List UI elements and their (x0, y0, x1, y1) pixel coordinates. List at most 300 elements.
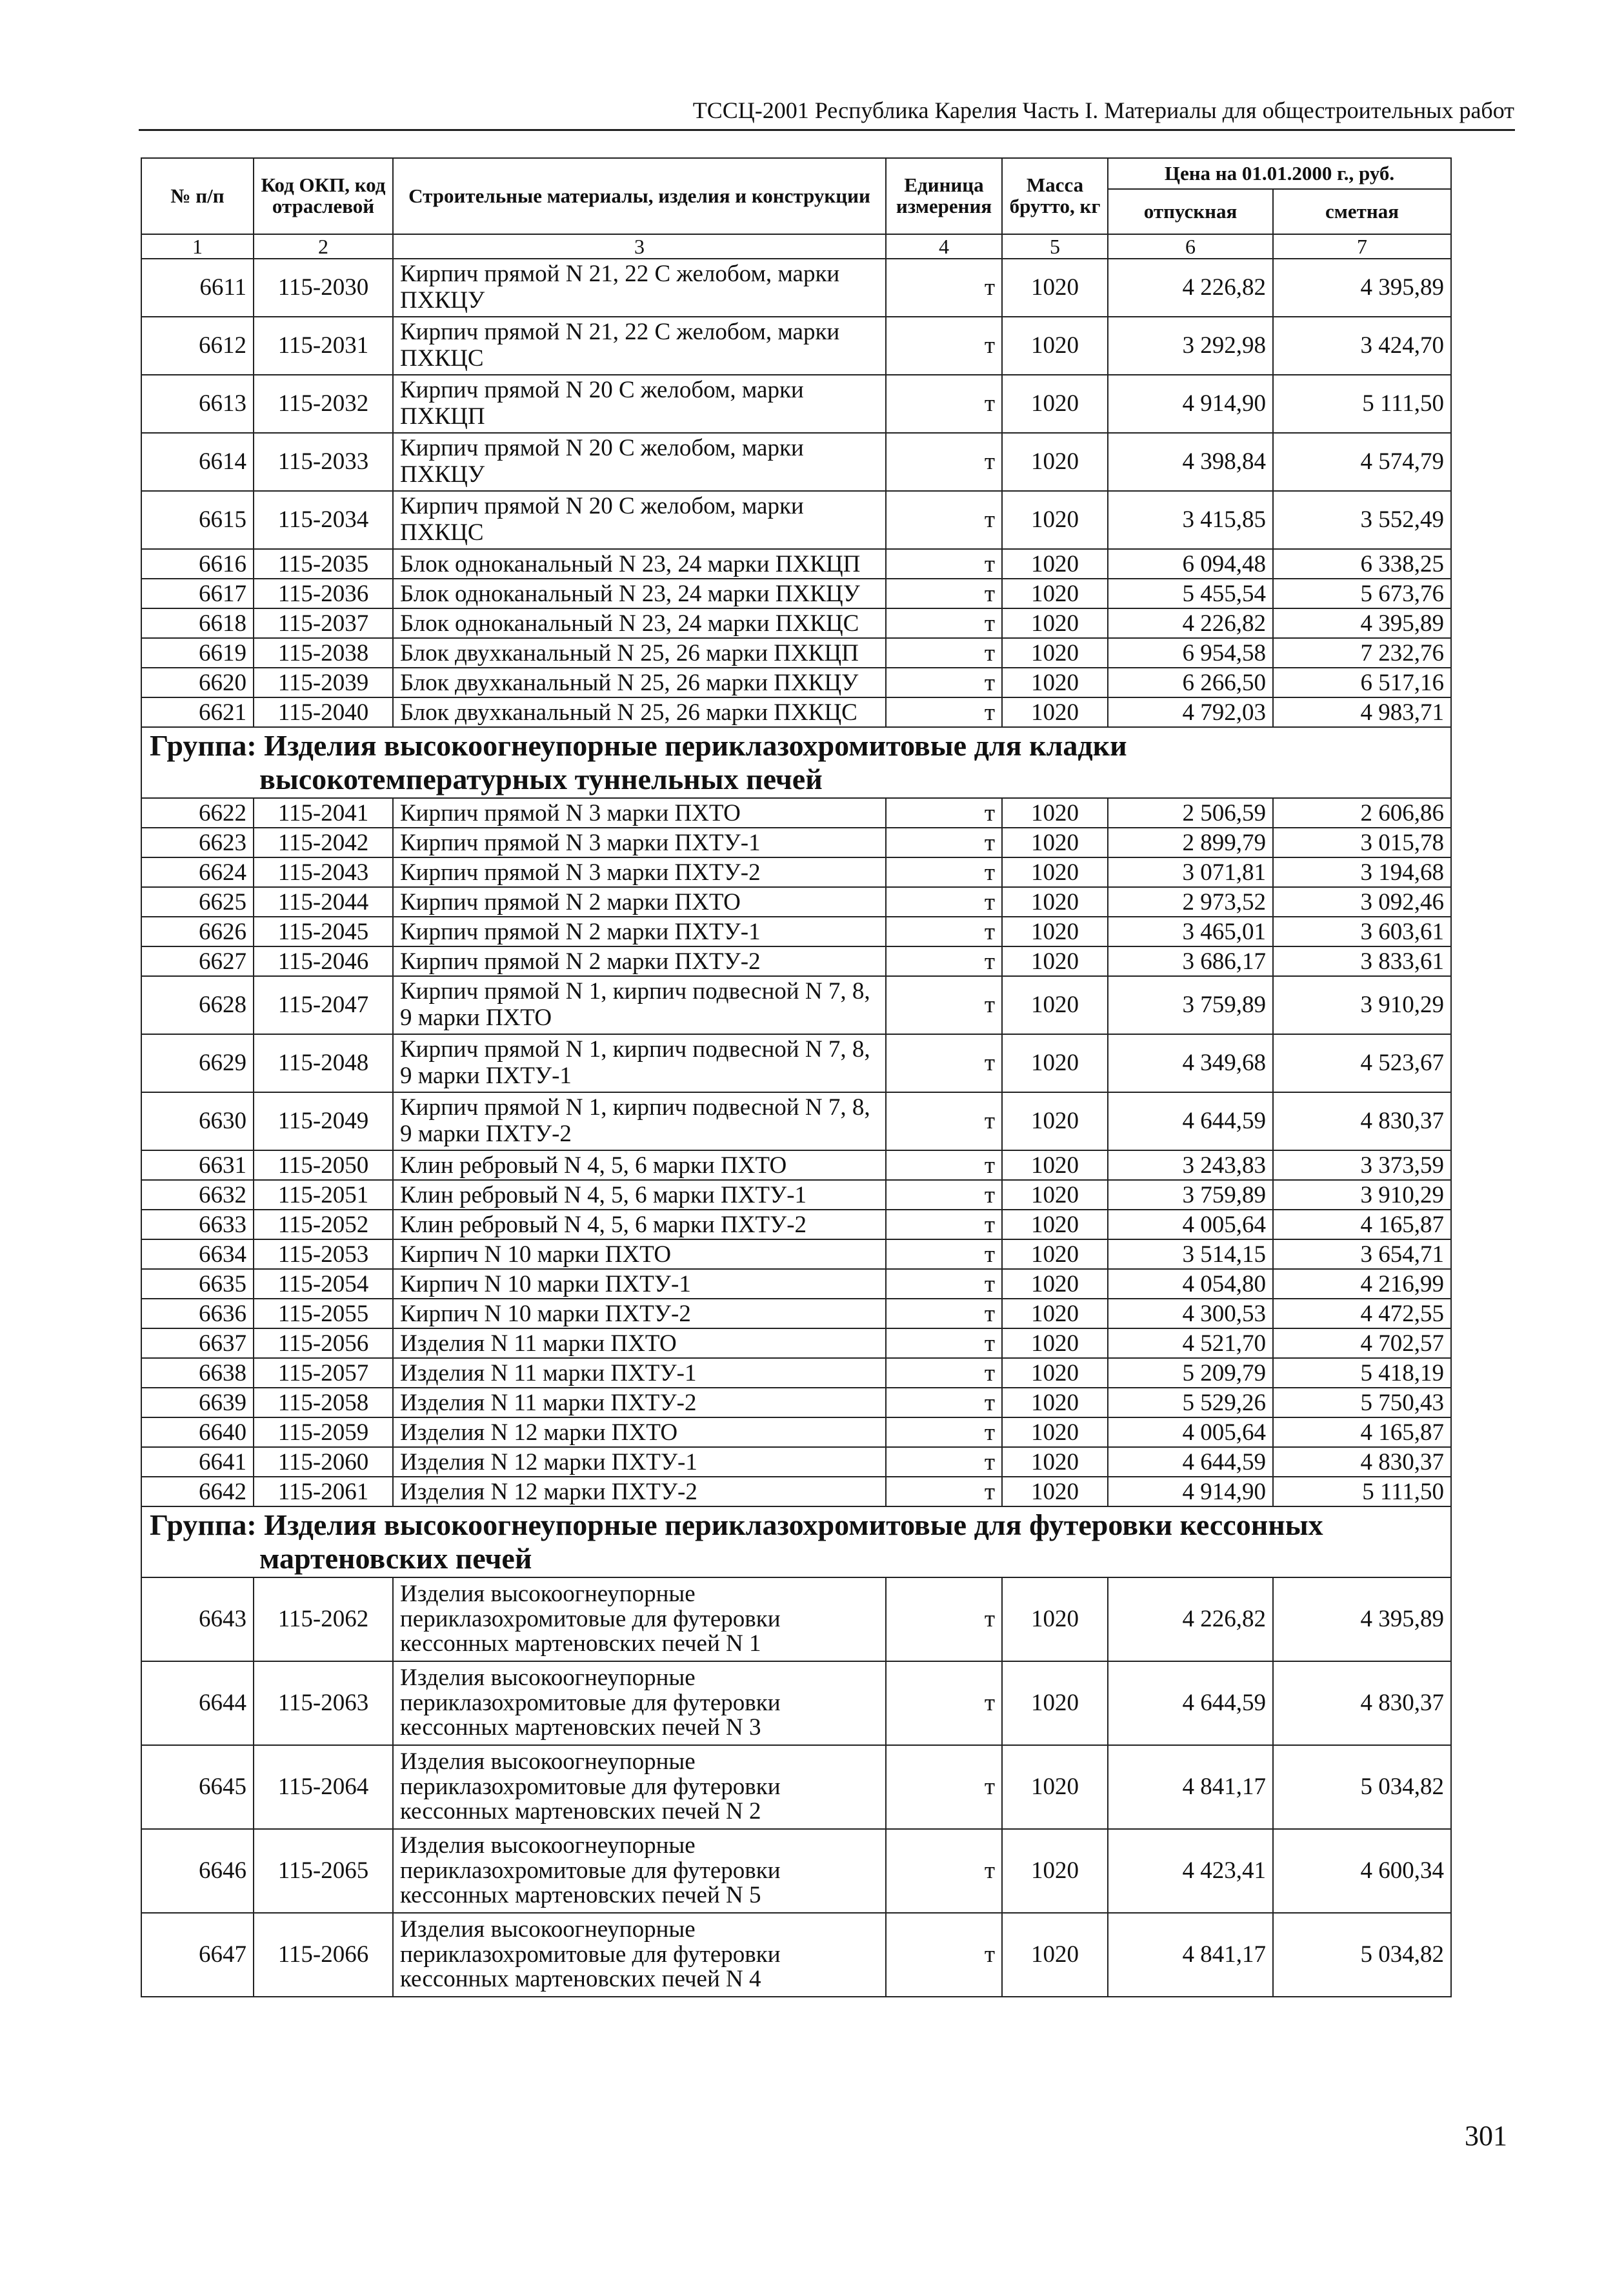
unit: т (886, 976, 1002, 1034)
okp-code: 115-2041 (254, 798, 393, 828)
unit: т (886, 1180, 1002, 1210)
price-estimate: 4 395,89 (1273, 608, 1451, 638)
material-name: Изделия N 12 марки ПХТУ-1 (393, 1447, 886, 1477)
row-number: 6612 (141, 317, 254, 375)
price-estimate: 4 830,37 (1273, 1092, 1451, 1150)
table-row (141, 1447, 1451, 1477)
material-name: Кирпич прямой N 2 марки ПХТУ-2 (393, 946, 886, 976)
mass: 1020 (1002, 1577, 1108, 1661)
material-name: Изделия высокоогнеупорные периклазохромитовые для футеровки кессонных мартеновских печей N 4 (393, 1913, 886, 1997)
unit: т (886, 1661, 1002, 1745)
group-heading-c (141, 1506, 1451, 1577)
row-number: 6644 (141, 1661, 254, 1745)
material-name: Изделия N 11 марки ПХТУ-2 (393, 1388, 886, 1417)
material-name: Блок двухканальный N 25, 26 марки ПХКЦП (393, 638, 886, 668)
mass: 1020 (1002, 1239, 1108, 1269)
row-number: 6627 (141, 946, 254, 976)
material-name: Изделия N 11 марки ПХТО (393, 1328, 886, 1358)
mass: 1020 (1002, 638, 1108, 668)
okp-code: 115-2049 (254, 1092, 393, 1150)
header-price-estimate: сметная (1273, 189, 1451, 234)
price-release: 4 644,59 (1108, 1447, 1273, 1477)
okp-code: 115-2059 (254, 1417, 393, 1447)
mass: 1020 (1002, 887, 1108, 917)
row-number: 6634 (141, 1239, 254, 1269)
column-number: 2 (254, 234, 393, 259)
price-estimate: 4 472,55 (1273, 1299, 1451, 1328)
material-name: Кирпич N 10 марки ПХТУ-2 (393, 1299, 886, 1328)
okp-code: 115-2043 (254, 857, 393, 887)
price-release: 6 266,50 (1108, 668, 1273, 697)
unit: т (886, 1269, 1002, 1299)
mass: 1020 (1002, 798, 1108, 828)
price-table (141, 157, 1452, 1997)
price-estimate: 3 552,49 (1273, 491, 1451, 549)
table-row (141, 917, 1451, 946)
unit: т (886, 1239, 1002, 1269)
okp-code: 115-2034 (254, 491, 393, 549)
okp-code: 115-2047 (254, 976, 393, 1034)
price-release: 4 792,03 (1108, 697, 1273, 727)
okp-code: 115-2055 (254, 1299, 393, 1328)
material-name: Кирпич прямой N 20 С желобом, марки ПХКЦС (393, 491, 886, 549)
table-row (141, 1745, 1451, 1829)
price-release: 4 644,59 (1108, 1092, 1273, 1150)
column-number: 3 (393, 234, 886, 259)
table-row (141, 608, 1451, 638)
price-estimate: 3 910,29 (1273, 1180, 1451, 1210)
material-name: Кирпич N 10 марки ПХТУ-1 (393, 1269, 886, 1299)
row-number: 6617 (141, 579, 254, 608)
unit: т (886, 1092, 1002, 1150)
okp-code: 115-2033 (254, 433, 393, 491)
mass: 1020 (1002, 828, 1108, 857)
table-row (141, 1829, 1451, 1913)
price-release: 2 506,59 (1108, 798, 1273, 828)
price-release: 3 686,17 (1108, 946, 1273, 976)
mass: 1020 (1002, 1913, 1108, 1997)
price-estimate: 3 424,70 (1273, 317, 1451, 375)
price-estimate: 6 338,25 (1273, 549, 1451, 579)
header-mass: Масса брутто, кг (1002, 158, 1108, 234)
mass: 1020 (1002, 608, 1108, 638)
mass: 1020 (1002, 976, 1108, 1034)
price-estimate: 5 418,19 (1273, 1358, 1451, 1388)
material-name: Кирпич прямой N 20 С желобом, марки ПХКЦУ (393, 433, 886, 491)
okp-code: 115-2038 (254, 638, 393, 668)
price-estimate: 5 034,82 (1273, 1913, 1451, 1997)
row-number: 6618 (141, 608, 254, 638)
price-release: 4 914,90 (1108, 1477, 1273, 1506)
price-estimate: 4 523,67 (1273, 1034, 1451, 1092)
mass: 1020 (1002, 1745, 1108, 1829)
mass: 1020 (1002, 549, 1108, 579)
material-name: Изделия N 12 марки ПХТУ-2 (393, 1477, 886, 1506)
price-estimate: 3 015,78 (1273, 828, 1451, 857)
unit: т (886, 1477, 1002, 1506)
material-name: Изделия высокоогнеупорные периклазохромитовые для футеровки кессонных мартеновских печей N 5 (393, 1829, 886, 1913)
material-name: Кирпич прямой N 1, кирпич подвесной N 7, 8, 9 марки ПХТУ-2 (393, 1092, 886, 1150)
unit: т (886, 433, 1002, 491)
table-row (141, 668, 1451, 697)
price-estimate: 3 603,61 (1273, 917, 1451, 946)
price-release: 3 759,89 (1108, 976, 1273, 1034)
material-name: Клин ребровый N 4, 5, 6 марки ПХТУ-1 (393, 1180, 886, 1210)
mass: 1020 (1002, 946, 1108, 976)
column-number: 1 (141, 234, 254, 259)
mass: 1020 (1002, 491, 1108, 549)
price-release: 5 209,79 (1108, 1358, 1273, 1388)
unit: т (886, 638, 1002, 668)
table-row (141, 1269, 1451, 1299)
table-row (141, 1388, 1451, 1417)
price-release: 6 954,58 (1108, 638, 1273, 668)
material-name: Кирпич прямой N 1, кирпич подвесной N 7, 8, 9 марки ПХТО (393, 976, 886, 1034)
unit: т (886, 1913, 1002, 1997)
price-estimate: 4 983,71 (1273, 697, 1451, 727)
price-estimate: 4 830,37 (1273, 1447, 1451, 1477)
table-row (141, 375, 1451, 433)
column-number-row (141, 234, 1451, 259)
mass: 1020 (1002, 1388, 1108, 1417)
material-name: Кирпич прямой N 3 марки ПХТУ-2 (393, 857, 886, 887)
unit: т (886, 608, 1002, 638)
price-release: 3 071,81 (1108, 857, 1273, 887)
table-row (141, 1180, 1451, 1210)
unit: т (886, 491, 1002, 549)
price-estimate: 6 517,16 (1273, 668, 1451, 697)
price-release: 3 759,89 (1108, 1180, 1273, 1210)
row-number: 6616 (141, 549, 254, 579)
table-row (141, 1358, 1451, 1388)
table-row (141, 946, 1451, 976)
price-estimate: 4 830,37 (1273, 1661, 1451, 1745)
okp-code: 115-2031 (254, 317, 393, 375)
price-release: 5 529,26 (1108, 1388, 1273, 1417)
material-name: Кирпич прямой N 21, 22 С желобом, марки ПХКЦС (393, 317, 886, 375)
row-number: 6632 (141, 1180, 254, 1210)
price-release: 4 005,64 (1108, 1417, 1273, 1447)
group-title (141, 727, 1451, 798)
price-release: 6 094,48 (1108, 549, 1273, 579)
group-title-line1: Группа: Изделия высокоогнеупорные периклазохромитовые для кладки (150, 729, 1127, 763)
group-heading-b (141, 727, 1451, 798)
mass: 1020 (1002, 1150, 1108, 1180)
price-release: 4 841,17 (1108, 1913, 1273, 1997)
header-price-group: Цена на 01.01.2000 г., руб. (1108, 158, 1451, 189)
price-estimate: 5 673,76 (1273, 579, 1451, 608)
price-release: 4 841,17 (1108, 1745, 1273, 1829)
row-number: 6613 (141, 375, 254, 433)
unit: т (886, 317, 1002, 375)
price-estimate: 5 034,82 (1273, 1745, 1451, 1829)
table-row (141, 259, 1451, 317)
table-row (141, 697, 1451, 727)
table-section-b (141, 798, 1451, 1506)
table-row (141, 1913, 1451, 1997)
price-estimate: 2 606,86 (1273, 798, 1451, 828)
table-row (141, 549, 1451, 579)
table-row (141, 857, 1451, 887)
row-number: 6624 (141, 857, 254, 887)
unit: т (886, 549, 1002, 579)
material-name: Кирпич прямой N 2 марки ПХТО (393, 887, 886, 917)
okp-code: 115-2065 (254, 1829, 393, 1913)
header-okp-code: Код ОКП, код отраслевой (254, 158, 393, 234)
row-number: 6622 (141, 798, 254, 828)
unit: т (886, 259, 1002, 317)
unit: т (886, 697, 1002, 727)
price-estimate: 4 395,89 (1273, 259, 1451, 317)
mass: 1020 (1002, 1299, 1108, 1328)
price-estimate: 4 574,79 (1273, 433, 1451, 491)
unit: т (886, 857, 1002, 887)
row-number: 6638 (141, 1358, 254, 1388)
price-estimate: 3 194,68 (1273, 857, 1451, 887)
row-number: 6637 (141, 1328, 254, 1358)
row-number: 6636 (141, 1299, 254, 1328)
mass: 1020 (1002, 1210, 1108, 1239)
unit: т (886, 1745, 1002, 1829)
price-release: 3 465,01 (1108, 917, 1273, 946)
material-name: Кирпич прямой N 3 марки ПХТУ-1 (393, 828, 886, 857)
price-estimate: 3 092,46 (1273, 887, 1451, 917)
row-number: 6646 (141, 1829, 254, 1913)
okp-code: 115-2062 (254, 1577, 393, 1661)
row-number: 6639 (141, 1388, 254, 1417)
mass: 1020 (1002, 1477, 1108, 1506)
unit: т (886, 1417, 1002, 1447)
price-estimate: 5 111,50 (1273, 1477, 1451, 1506)
row-number: 6625 (141, 887, 254, 917)
price-release: 3 292,98 (1108, 317, 1273, 375)
price-estimate: 3 373,59 (1273, 1150, 1451, 1180)
price-estimate: 4 165,87 (1273, 1210, 1451, 1239)
page-number: 301 (1465, 2120, 1507, 2152)
row-number: 6640 (141, 1417, 254, 1447)
price-estimate: 5 111,50 (1273, 375, 1451, 433)
unit: т (886, 375, 1002, 433)
row-number: 6626 (141, 917, 254, 946)
material-name: Кирпич прямой N 3 марки ПХТО (393, 798, 886, 828)
header-unit: Единица измерения (886, 158, 1002, 234)
row-number: 6611 (141, 259, 254, 317)
okp-code: 115-2044 (254, 887, 393, 917)
unit: т (886, 1829, 1002, 1913)
okp-code: 115-2053 (254, 1239, 393, 1269)
header-num: № п/п (141, 158, 254, 234)
row-number: 6647 (141, 1913, 254, 1997)
price-release: 4 300,53 (1108, 1299, 1273, 1328)
mass: 1020 (1002, 433, 1108, 491)
row-number: 6633 (141, 1210, 254, 1239)
material-name: Блок двухканальный N 25, 26 марки ПХКЦС (393, 697, 886, 727)
material-name: Кирпич прямой N 20 С желобом, марки ПХКЦП (393, 375, 886, 433)
mass: 1020 (1002, 1034, 1108, 1092)
material-name: Изделия высокоогнеупорные периклазохромитовые для футеровки кессонных мартеновских печей N 3 (393, 1661, 886, 1745)
row-number: 6620 (141, 668, 254, 697)
okp-code: 115-2057 (254, 1358, 393, 1388)
price-release: 4 398,84 (1108, 433, 1273, 491)
okp-code: 115-2061 (254, 1477, 393, 1506)
unit: т (886, 1150, 1002, 1180)
material-name: Изделия высокоогнеупорные периклазохромитовые для футеровки кессонных мартеновских печей N 2 (393, 1745, 886, 1829)
material-name: Блок одноканальный N 23, 24 марки ПХКЦС (393, 608, 886, 638)
material-name: Изделия N 12 марки ПХТО (393, 1417, 886, 1447)
price-release: 3 243,83 (1108, 1150, 1273, 1180)
table-row (141, 1661, 1451, 1745)
price-estimate: 4 216,99 (1273, 1269, 1451, 1299)
row-number: 6642 (141, 1477, 254, 1506)
table-section-a (141, 234, 1451, 727)
material-name: Кирпич прямой N 21, 22 С желобом, марки ПХКЦУ (393, 259, 886, 317)
material-name: Клин ребровый N 4, 5, 6 марки ПХТУ-2 (393, 1210, 886, 1239)
material-name: Блок двухканальный N 25, 26 марки ПХКЦУ (393, 668, 886, 697)
table-row (141, 798, 1451, 828)
okp-code: 115-2046 (254, 946, 393, 976)
unit: т (886, 1388, 1002, 1417)
table-row (141, 1577, 1451, 1661)
row-number: 6631 (141, 1150, 254, 1180)
okp-code: 115-2054 (254, 1269, 393, 1299)
okp-code: 115-2039 (254, 668, 393, 697)
unit: т (886, 1328, 1002, 1358)
table-row (141, 317, 1451, 375)
table-section-c (141, 1577, 1451, 1997)
column-number: 5 (1002, 234, 1108, 259)
mass: 1020 (1002, 917, 1108, 946)
okp-code: 115-2050 (254, 1150, 393, 1180)
mass: 1020 (1002, 317, 1108, 375)
table-row (141, 1477, 1451, 1506)
table-row (141, 491, 1451, 549)
okp-code: 115-2042 (254, 828, 393, 857)
price-release: 2 899,79 (1108, 828, 1273, 857)
price-release: 4 226,82 (1108, 259, 1273, 317)
okp-code: 115-2064 (254, 1745, 393, 1829)
header-materials: Строительные материалы, изделия и конструкции (393, 158, 886, 234)
row-number: 6643 (141, 1577, 254, 1661)
table-row (141, 1417, 1451, 1447)
price-release: 2 973,52 (1108, 887, 1273, 917)
unit: т (886, 1577, 1002, 1661)
unit: т (886, 1210, 1002, 1239)
price-release: 4 521,70 (1108, 1328, 1273, 1358)
mass: 1020 (1002, 1269, 1108, 1299)
table-row (141, 1150, 1451, 1180)
table-row (141, 1092, 1451, 1150)
table-row (141, 579, 1451, 608)
okp-code: 115-2048 (254, 1034, 393, 1092)
row-number: 6623 (141, 828, 254, 857)
row-number: 6630 (141, 1092, 254, 1150)
unit: т (886, 1447, 1002, 1477)
mass: 1020 (1002, 1328, 1108, 1358)
okp-code: 115-2035 (254, 549, 393, 579)
price-estimate: 4 165,87 (1273, 1417, 1451, 1447)
mass: 1020 (1002, 668, 1108, 697)
unit: т (886, 887, 1002, 917)
material-name: Блок одноканальный N 23, 24 марки ПХКЦП (393, 549, 886, 579)
mass: 1020 (1002, 1661, 1108, 1745)
material-name: Кирпич прямой N 2 марки ПХТУ-1 (393, 917, 886, 946)
unit: т (886, 1358, 1002, 1388)
okp-code: 115-2040 (254, 697, 393, 727)
unit: т (886, 798, 1002, 828)
okp-code: 115-2066 (254, 1913, 393, 1997)
mass: 1020 (1002, 1180, 1108, 1210)
mass: 1020 (1002, 697, 1108, 727)
group-title (141, 1506, 1451, 1577)
okp-code: 115-2056 (254, 1328, 393, 1358)
mass: 1020 (1002, 1829, 1108, 1913)
mass: 1020 (1002, 259, 1108, 317)
table-row (141, 1210, 1451, 1239)
okp-code: 115-2052 (254, 1210, 393, 1239)
mass: 1020 (1002, 579, 1108, 608)
unit: т (886, 946, 1002, 976)
okp-code: 115-2063 (254, 1661, 393, 1745)
price-release: 3 415,85 (1108, 491, 1273, 549)
price-estimate: 4 395,89 (1273, 1577, 1451, 1661)
price-release: 4 349,68 (1108, 1034, 1273, 1092)
row-number: 6628 (141, 976, 254, 1034)
okp-code: 115-2045 (254, 917, 393, 946)
table-row (141, 1034, 1451, 1092)
price-release: 4 644,59 (1108, 1661, 1273, 1745)
table-row (141, 638, 1451, 668)
group-title-line2: высокотемпературных туннельных печей (259, 763, 823, 795)
price-release: 4 226,82 (1108, 608, 1273, 638)
price-estimate: 3 910,29 (1273, 976, 1451, 1034)
material-name: Изделия N 11 марки ПХТУ-1 (393, 1358, 886, 1388)
price-release: 5 455,54 (1108, 579, 1273, 608)
column-number: 7 (1273, 234, 1451, 259)
price-estimate: 7 232,76 (1273, 638, 1451, 668)
row-number: 6645 (141, 1745, 254, 1829)
table-row (141, 433, 1451, 491)
unit: т (886, 1299, 1002, 1328)
unit: т (886, 1034, 1002, 1092)
okp-code: 115-2030 (254, 259, 393, 317)
unit: т (886, 917, 1002, 946)
mass: 1020 (1002, 1447, 1108, 1477)
okp-code: 115-2032 (254, 375, 393, 433)
mass: 1020 (1002, 1417, 1108, 1447)
column-number: 4 (886, 234, 1002, 259)
mass: 1020 (1002, 1092, 1108, 1150)
table-row (141, 1239, 1451, 1269)
material-name: Блок одноканальный N 23, 24 марки ПХКЦУ (393, 579, 886, 608)
price-release: 4 423,41 (1108, 1829, 1273, 1913)
header-price-release: отпускная (1108, 189, 1273, 234)
okp-code: 115-2037 (254, 608, 393, 638)
row-number: 6619 (141, 638, 254, 668)
table-row (141, 828, 1451, 857)
price-estimate: 4 600,34 (1273, 1829, 1451, 1913)
material-name: Клин ребровый N 4, 5, 6 марки ПХТО (393, 1150, 886, 1180)
table-row (141, 1299, 1451, 1328)
row-number: 6635 (141, 1269, 254, 1299)
table-row (141, 887, 1451, 917)
group-title-line1: Группа: Изделия высокоогнеупорные периклазохромитовые для футеровки кессонных (150, 1508, 1323, 1542)
okp-code: 115-2036 (254, 579, 393, 608)
header-rule (139, 129, 1515, 131)
price-release: 4 226,82 (1108, 1577, 1273, 1661)
row-number: 6629 (141, 1034, 254, 1092)
price-release: 4 054,80 (1108, 1269, 1273, 1299)
unit: т (886, 828, 1002, 857)
